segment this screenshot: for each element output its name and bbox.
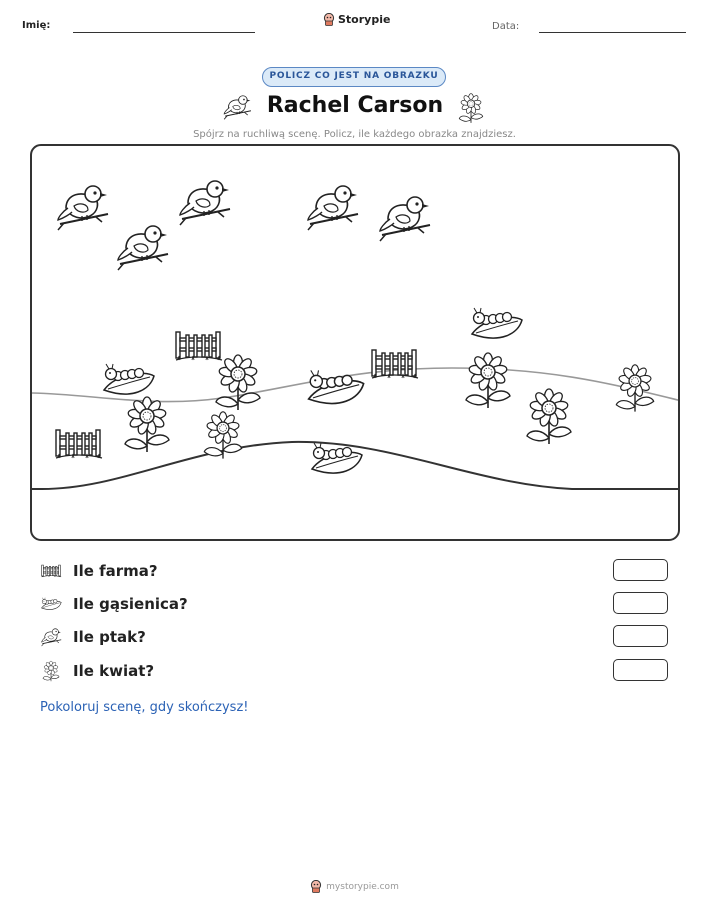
brand-name: Storypie bbox=[338, 13, 391, 26]
counting-scene bbox=[30, 144, 680, 541]
date-field-line[interactable] bbox=[539, 32, 686, 33]
worksheet-header bbox=[0, 0, 709, 50]
coloring-note: Pokoloruj scenę, gdy skończysz! bbox=[40, 700, 249, 715]
question-row bbox=[40, 591, 680, 617]
brand-logo bbox=[323, 13, 390, 26]
question-row bbox=[40, 558, 680, 584]
caterpillar bbox=[312, 443, 362, 473]
answer-box[interactable] bbox=[613, 625, 668, 647]
bird-icon bbox=[222, 92, 252, 122]
bird bbox=[308, 186, 358, 230]
bird bbox=[380, 197, 430, 241]
caterpillar bbox=[472, 308, 522, 338]
flower-icon bbox=[40, 660, 62, 682]
footer-url: mystorypie.com bbox=[326, 881, 399, 892]
question-text: Ile farma? bbox=[73, 562, 158, 580]
flower bbox=[466, 353, 510, 408]
bird bbox=[58, 186, 108, 230]
caterpillar-icon bbox=[40, 593, 62, 615]
flower bbox=[527, 389, 571, 444]
page-title: Rachel Carson bbox=[266, 93, 444, 118]
answer-box[interactable] bbox=[613, 559, 668, 581]
flower bbox=[616, 365, 653, 412]
caterpillar bbox=[104, 364, 154, 394]
question-row bbox=[40, 658, 680, 684]
question-text: Ile ptak? bbox=[73, 628, 146, 646]
bird-icon bbox=[40, 626, 62, 648]
title-row bbox=[0, 90, 709, 126]
bird bbox=[118, 226, 168, 270]
name-label: Imię: bbox=[22, 20, 51, 31]
date-label: Data: bbox=[492, 21, 520, 32]
answer-box[interactable] bbox=[613, 659, 668, 681]
question-text: Ile gąsienica? bbox=[73, 595, 188, 613]
fence-icon bbox=[40, 560, 62, 582]
bird bbox=[180, 181, 230, 225]
fence bbox=[176, 332, 222, 360]
instructions-text: Spójrz na ruchliwą scenę. Policz, ile każdego obrazka znajdziesz. bbox=[193, 129, 516, 140]
question-row bbox=[40, 624, 680, 650]
storypie-mascot-icon bbox=[323, 13, 335, 26]
flower bbox=[204, 412, 241, 459]
flower bbox=[216, 355, 260, 410]
answer-box[interactable] bbox=[613, 592, 668, 614]
page-footer bbox=[0, 880, 709, 893]
instruction-pill: POLICZ CO JEST NA OBRAZKU bbox=[262, 67, 446, 87]
fence bbox=[372, 350, 418, 378]
storypie-mascot-icon bbox=[310, 880, 322, 893]
name-field-line[interactable] bbox=[73, 32, 255, 33]
flower bbox=[125, 397, 169, 452]
flower-icon bbox=[458, 92, 484, 124]
fence bbox=[56, 430, 102, 458]
question-text: Ile kwiat? bbox=[73, 662, 155, 680]
